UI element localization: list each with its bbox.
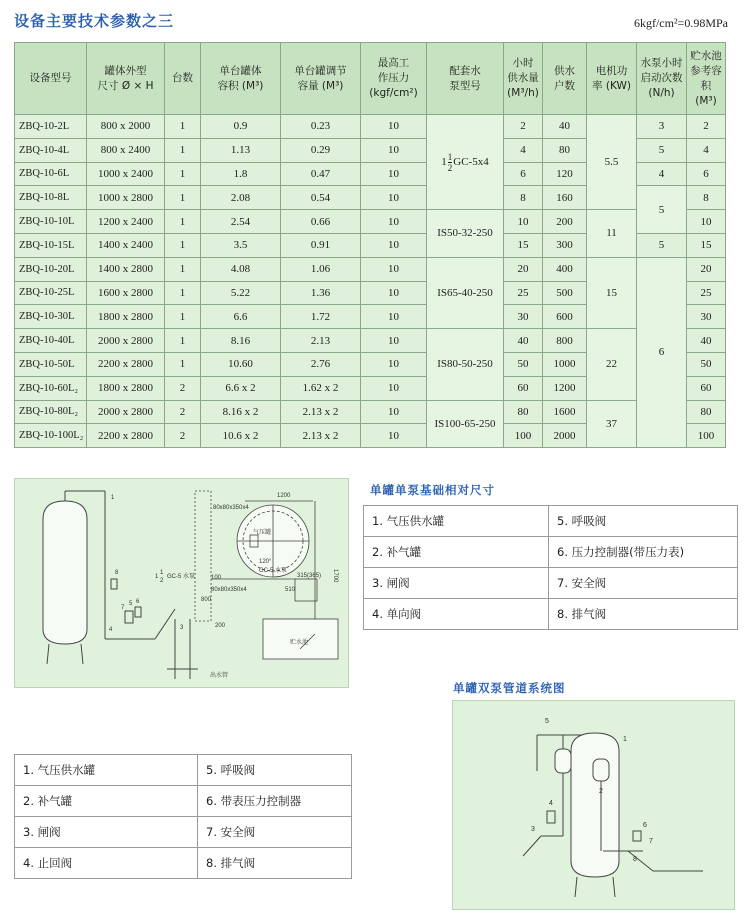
table-row [15, 329, 726, 353]
cell-model: ZBQ-10-15L [15, 233, 87, 257]
pump-label2: GC-5 水泵 [259, 568, 288, 574]
cell-households: 120 [543, 162, 587, 186]
cell-size: 2000 x 2800 [87, 400, 165, 424]
legend-item: 6. 压力控制器(带压力表) [549, 537, 738, 568]
cell-adjust: 2.13 x 2 [281, 424, 361, 448]
cell-power-group-4: 22 [587, 329, 637, 400]
cell-households: 1200 [543, 376, 587, 400]
cell-volume: 0.9 [201, 115, 281, 139]
cell-households: 40 [543, 115, 587, 139]
cell-pool: 20 [687, 257, 726, 281]
legend-item: 4. 单向阀 [364, 599, 549, 630]
cell-flow: 25 [504, 281, 543, 305]
cell-pump-group-5: IS100-65-250 [427, 400, 504, 448]
cell-adjust: 0.91 [281, 233, 361, 257]
pool-label: 贮水池 [290, 640, 309, 646]
table-row [15, 210, 726, 234]
cell-pool: 25 [687, 281, 726, 305]
cell-volume: 8.16 [201, 329, 281, 353]
label-8: 8 [633, 856, 637, 863]
cell-count: 1 [165, 352, 201, 376]
dim-315: 315(365) [297, 573, 322, 579]
header-count: 台数 [165, 43, 201, 115]
cell-starts: 5 [637, 138, 687, 162]
cell-volume: 10.6 x 2 [201, 424, 281, 448]
dim-1200: 1200 [277, 493, 291, 499]
cell-volume: 1.8 [201, 162, 281, 186]
legend-single-title: 单罐单泵基础相对尺寸 [370, 483, 495, 497]
header-flow: 小时 供水量 (M³/h) [504, 43, 543, 115]
cell-pool: 8 [687, 186, 726, 210]
header-starts: 水泵小时 启动次数 (N/h) [637, 43, 687, 115]
cell-pressure: 10 [361, 305, 427, 329]
frac-den: 2 [160, 578, 164, 584]
label-pipe: 出水管 [210, 673, 229, 679]
cell-model: ZBQ-10-60L₂ [15, 376, 87, 400]
cell-flow: 6 [504, 162, 543, 186]
cell-households: 400 [543, 257, 587, 281]
cell-model: ZBQ-10-8L [15, 186, 87, 210]
cell-flow: 80 [504, 400, 543, 424]
label-3: 3 [180, 625, 184, 631]
header-pressure: 最高工 作压力 (kgf/cm²) [361, 43, 427, 115]
header-size: 罐体外型 尺寸 Ø × H [87, 43, 165, 115]
cell-households: 2000 [543, 424, 587, 448]
label-8: 8 [115, 570, 119, 576]
cell-adjust: 0.54 [281, 186, 361, 210]
cell-model: ZBQ-10-40L [15, 329, 87, 353]
cell-households: 80 [543, 138, 587, 162]
header-model: 设备型号 [15, 43, 87, 115]
legend-dual-table [14, 754, 352, 879]
header-pump: 配套水 泵型号 [427, 43, 504, 115]
cell-size: 1400 x 2800 [87, 257, 165, 281]
cell-pressure: 10 [361, 376, 427, 400]
header-pool: 贮水池 参考容积 (M³) [687, 43, 726, 115]
cell-count: 1 [165, 305, 201, 329]
cell-flow: 40 [504, 329, 543, 353]
cell-households: 600 [543, 305, 587, 329]
legend-item: 3. 闸阀 [364, 568, 549, 599]
cell-pressure: 10 [361, 138, 427, 162]
cell-size: 1000 x 2800 [87, 186, 165, 210]
cell-households: 300 [543, 233, 587, 257]
label-4: 4 [109, 627, 113, 633]
cell-flow: 10 [504, 210, 543, 234]
cell-power-group-3: 15 [587, 257, 637, 328]
legend-item: 8. 排气阀 [198, 848, 352, 879]
header-households: 供水 户数 [543, 43, 587, 115]
cell-pool: 30 [687, 305, 726, 329]
label-3: 3 [531, 826, 535, 833]
dim-200: 200 [215, 623, 226, 629]
pump-label: GC-5 水泵 [167, 574, 196, 580]
cell-pressure: 10 [361, 186, 427, 210]
cell-pool: 40 [687, 329, 726, 353]
cell-pump-group-4: IS80-50-250 [427, 329, 504, 400]
legend-item: 3. 闸阀 [15, 817, 198, 848]
dim-800: 800 [201, 597, 212, 603]
cell-pressure: 10 [361, 257, 427, 281]
legend-item: 7. 安全阀 [198, 817, 352, 848]
cell-count: 1 [165, 138, 201, 162]
cell-pool: 60 [687, 376, 726, 400]
label-7: 7 [649, 838, 653, 845]
cell-model: ZBQ-10-30L [15, 305, 87, 329]
cell-size: 1200 x 2400 [87, 210, 165, 234]
cell-volume: 2.54 [201, 210, 281, 234]
spec-top: 80x80x350x4 [213, 505, 249, 511]
label-1: 1 [111, 495, 115, 501]
cell-adjust: 1.62 x 2 [281, 376, 361, 400]
cell-size: 1400 x 2400 [87, 233, 165, 257]
unit-conversion-note: 6kgf/cm²=0.98MPa [633, 16, 728, 30]
cell-flow: 30 [504, 305, 543, 329]
cell-size: 2200 x 2800 [87, 424, 165, 448]
angle-label: 120° [259, 559, 272, 565]
cell-pool: 50 [687, 352, 726, 376]
cell-adjust: 2.76 [281, 352, 361, 376]
cell-size: 1800 x 2800 [87, 305, 165, 329]
table-row [15, 115, 726, 139]
cell-pool: 10 [687, 210, 726, 234]
table-header-row [15, 43, 726, 115]
label-1: 1 [623, 736, 627, 743]
legend-item: 5. 呼吸阀 [198, 755, 352, 786]
dim-510: 510 [285, 587, 296, 593]
cell-starts-group: 5 [637, 186, 687, 234]
dual-tank-figure [523, 733, 703, 897]
cell-pool: 15 [687, 233, 726, 257]
legend-single-table [363, 505, 738, 630]
cell-households: 800 [543, 329, 587, 353]
cell-size: 2200 x 2800 [87, 352, 165, 376]
cell-size: 1600 x 2800 [87, 281, 165, 305]
cell-model: ZBQ-10-20L [15, 257, 87, 281]
cell-adjust: 0.66 [281, 210, 361, 234]
cell-starts: 5 [637, 233, 687, 257]
cell-count: 1 [165, 233, 201, 257]
cell-pressure: 10 [361, 329, 427, 353]
cell-count: 1 [165, 115, 201, 139]
cell-model: ZBQ-10-6L [15, 162, 87, 186]
cell-pump-group-3: IS65-40-250 [427, 257, 504, 328]
cell-pool: 4 [687, 138, 726, 162]
cell-pressure: 10 [361, 424, 427, 448]
spec-mid: 80x80x350x4 [211, 587, 247, 593]
cell-households: 200 [543, 210, 587, 234]
label-6: 6 [643, 822, 647, 829]
legend-item: 1. 气压供水罐 [15, 755, 198, 786]
cell-volume: 10.60 [201, 352, 281, 376]
cell-adjust: 1.72 [281, 305, 361, 329]
cell-volume: 6.6 [201, 305, 281, 329]
cell-pressure: 10 [361, 352, 427, 376]
header-volume: 单台罐体 容积 (M³) [201, 43, 281, 115]
frac-whole: 1 [155, 574, 159, 580]
cell-flow: 4 [504, 138, 543, 162]
cell-flow: 15 [504, 233, 543, 257]
cell-model: ZBQ-10-25L [15, 281, 87, 305]
legend-dual-title: 单罐双泵管道系统图 [453, 681, 566, 695]
foundation-drawing [15, 479, 350, 689]
spec-table [14, 42, 726, 448]
cell-pool: 80 [687, 400, 726, 424]
cell-count: 1 [165, 162, 201, 186]
cell-flow: 20 [504, 257, 543, 281]
cell-flow: 8 [504, 186, 543, 210]
cell-model: ZBQ-10-2L [15, 115, 87, 139]
label-5: 5 [129, 601, 133, 607]
cell-pool: 6 [687, 162, 726, 186]
cell-count: 2 [165, 400, 201, 424]
cell-pressure: 10 [361, 233, 427, 257]
cell-model: ZBQ-10-80L₂ [15, 400, 87, 424]
cell-count: 1 [165, 257, 201, 281]
cell-flow: 50 [504, 352, 543, 376]
dual-pump-piping-diagram [452, 700, 735, 910]
cell-volume: 3.5 [201, 233, 281, 257]
legend-item: 8. 排气阀 [549, 599, 738, 630]
legend-item: 4. 止回阀 [15, 848, 198, 879]
cell-flow: 100 [504, 424, 543, 448]
legend-item: 1. 气压供水罐 [364, 506, 549, 537]
cell-power-group-5: 37 [587, 400, 637, 448]
dim-100: 100 [211, 575, 222, 581]
tank-figure [43, 491, 198, 679]
table-row [15, 257, 726, 281]
cell-count: 2 [165, 376, 201, 400]
header-adjust: 单台罐调节 容量 (M³) [281, 43, 361, 115]
cell-starts: 3 [637, 115, 687, 139]
cell-households: 1600 [543, 400, 587, 424]
cell-power-group-1: 5.5 [587, 115, 637, 210]
cell-adjust: 0.23 [281, 115, 361, 139]
cell-count: 1 [165, 210, 201, 234]
cell-power-group-2: 11 [587, 210, 637, 258]
cell-model: ZBQ-10-10L [15, 210, 87, 234]
label-2: 2 [599, 788, 603, 795]
cell-flow: 2 [504, 115, 543, 139]
cell-pressure: 10 [361, 281, 427, 305]
piping-drawing [453, 701, 736, 911]
label-4: 4 [549, 800, 553, 807]
label-5: 5 [545, 718, 549, 725]
cell-count: 1 [165, 329, 201, 353]
cell-adjust: 0.29 [281, 138, 361, 162]
dim-1700: 1700 [332, 569, 338, 583]
legend-item: 7. 安全阀 [549, 568, 738, 599]
cell-size: 800 x 2400 [87, 138, 165, 162]
legend-item: 2. 补气罐 [15, 786, 198, 817]
cell-volume: 1.13 [201, 138, 281, 162]
tank-label: 气压罐 [253, 530, 272, 536]
cell-count: 1 [165, 281, 201, 305]
header-power: 电机功 率 (KW) [587, 43, 637, 115]
cell-adjust: 0.47 [281, 162, 361, 186]
cell-pressure: 10 [361, 210, 427, 234]
page-title: 设备主要技术参数之三 [14, 12, 175, 30]
frac-num: 1 [160, 570, 164, 576]
cell-adjust: 1.36 [281, 281, 361, 305]
cell-adjust: 2.13 [281, 329, 361, 353]
legend-item: 6. 带表压力控制器 [198, 786, 352, 817]
cell-pump-group-2: IS50-32-250 [427, 210, 504, 258]
cell-households: 500 [543, 281, 587, 305]
cell-adjust: 1.06 [281, 257, 361, 281]
label-6: 6 [136, 599, 140, 605]
cell-count: 1 [165, 186, 201, 210]
cell-size: 800 x 2000 [87, 115, 165, 139]
cell-flow: 60 [504, 376, 543, 400]
cell-pressure: 10 [361, 400, 427, 424]
cell-size: 1000 x 2400 [87, 162, 165, 186]
cell-starts-group: 6 [637, 257, 687, 447]
cell-adjust: 2.13 x 2 [281, 400, 361, 424]
cell-pump-group-1: 1 1 2 GC-5x4 [427, 115, 504, 210]
single-pump-foundation-diagram [14, 478, 349, 688]
cell-count: 2 [165, 424, 201, 448]
cell-pressure: 10 [361, 162, 427, 186]
table-row [15, 400, 726, 424]
cell-households: 160 [543, 186, 587, 210]
cell-volume: 4.08 [201, 257, 281, 281]
cell-size: 2000 x 2800 [87, 329, 165, 353]
cell-pressure: 10 [361, 115, 427, 139]
cell-volume: 8.16 x 2 [201, 400, 281, 424]
cell-households: 1000 [543, 352, 587, 376]
cell-starts: 4 [637, 162, 687, 186]
cell-volume: 5.22 [201, 281, 281, 305]
legend-item: 2. 补气罐 [364, 537, 549, 568]
cell-size: 1800 x 2800 [87, 376, 165, 400]
cell-model: ZBQ-10-50L [15, 352, 87, 376]
cell-model: ZBQ-10-100L₂ [15, 424, 87, 448]
legend-item: 5. 呼吸阀 [549, 506, 738, 537]
cell-volume: 2.08 [201, 186, 281, 210]
cell-volume: 6.6 x 2 [201, 376, 281, 400]
cell-model: ZBQ-10-4L [15, 138, 87, 162]
label-7: 7 [121, 605, 125, 611]
cell-pool: 100 [687, 424, 726, 448]
cell-pool: 2 [687, 115, 726, 139]
